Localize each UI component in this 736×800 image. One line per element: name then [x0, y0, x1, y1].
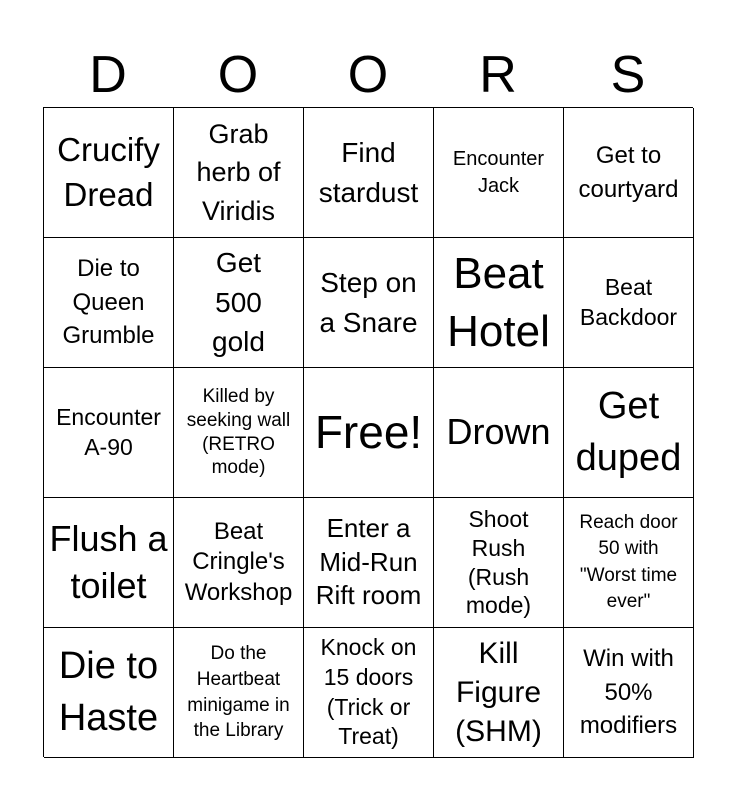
bingo-cell-text: Get to courtyard [578, 141, 679, 203]
bingo-cell-text: Enter a Mid-Run Rift room [315, 512, 422, 611]
bingo-cell[interactable] [434, 368, 564, 498]
title-letter-s: S [610, 46, 646, 104]
bingo-cell[interactable] [564, 368, 694, 498]
bingo-cell[interactable] [44, 368, 174, 498]
bingo-cell-text: Crucify Dread [57, 130, 160, 213]
title-letter-r: R [479, 46, 517, 104]
bingo-cell[interactable] [304, 628, 434, 758]
bingo-cell[interactable] [304, 238, 434, 368]
title-letter-o: O [217, 46, 259, 104]
bingo-cell[interactable] [564, 498, 694, 628]
bingo-cell-text: Knock on 15 doors (Trick or Treat) [320, 633, 417, 750]
bingo-cell-text: Die to Haste [58, 645, 159, 739]
bingo-cell[interactable] [174, 368, 304, 498]
bingo-cell-text: Grab herb of Viridis [196, 118, 281, 226]
bingo-cell[interactable] [174, 108, 304, 238]
bingo-cell-text: Flush a toilet [49, 517, 168, 606]
bingo-cell-text: Shoot Rush (Rush mode) [465, 506, 532, 619]
bingo-cell-text: Get 500 gold [212, 246, 265, 358]
bingo-cell[interactable] [174, 238, 304, 368]
bingo-cell[interactable] [434, 498, 564, 628]
bingo-cell-text: Die to Queen Grumble [62, 255, 155, 350]
bingo-cell[interactable] [44, 108, 174, 238]
bingo-cell-text: Drown [446, 411, 551, 453]
bingo-cell[interactable] [304, 108, 434, 238]
free-space[interactable] [304, 368, 434, 498]
bingo-cell[interactable] [174, 498, 304, 628]
bingo-cell-text: Find stardust [318, 136, 419, 208]
bingo-board [43, 107, 693, 757]
title-letter-o: O [347, 46, 389, 104]
bingo-cell-text: Win with 50% modifiers [579, 645, 678, 740]
bingo-cell[interactable] [434, 108, 564, 238]
bingo-cell[interactable] [434, 628, 564, 758]
bingo-cell-text: Encounter A-90 [56, 403, 161, 460]
bingo-cell[interactable] [174, 628, 304, 758]
bingo-cell-text: Do the Heartbeat minigame in the Library [187, 643, 290, 742]
bingo-cell[interactable] [564, 108, 694, 238]
bingo-cell-text: Get duped [575, 385, 682, 479]
bingo-cell-text: Encounter Jack [452, 147, 545, 197]
bingo-title [43, 44, 693, 106]
bingo-cell-text: Beat Hotel [447, 249, 550, 356]
bingo-cell-text: Kill Figure (SHM) [455, 637, 542, 748]
bingo-cell[interactable] [304, 498, 434, 628]
bingo-cell-text: Reach door 50 with "Worst time ever" [579, 512, 678, 612]
bingo-cell[interactable] [44, 238, 174, 368]
bingo-cell[interactable] [564, 238, 694, 368]
title-letter-d: D [89, 46, 127, 104]
bingo-cell-text: Beat Cringle's Workshop [184, 517, 293, 606]
bingo-cell-text: Free! [314, 405, 423, 458]
bingo-cell[interactable] [44, 628, 174, 758]
bingo-cell-text: Step on a Snare [319, 266, 418, 338]
bingo-cell-text: Beat Backdoor [579, 273, 678, 330]
bingo-cell[interactable] [44, 498, 174, 628]
bingo-cell[interactable] [434, 238, 564, 368]
bingo-cell[interactable] [564, 628, 694, 758]
bingo-cell-text: Killed by seeking wall (RETRO mode) [186, 386, 291, 479]
